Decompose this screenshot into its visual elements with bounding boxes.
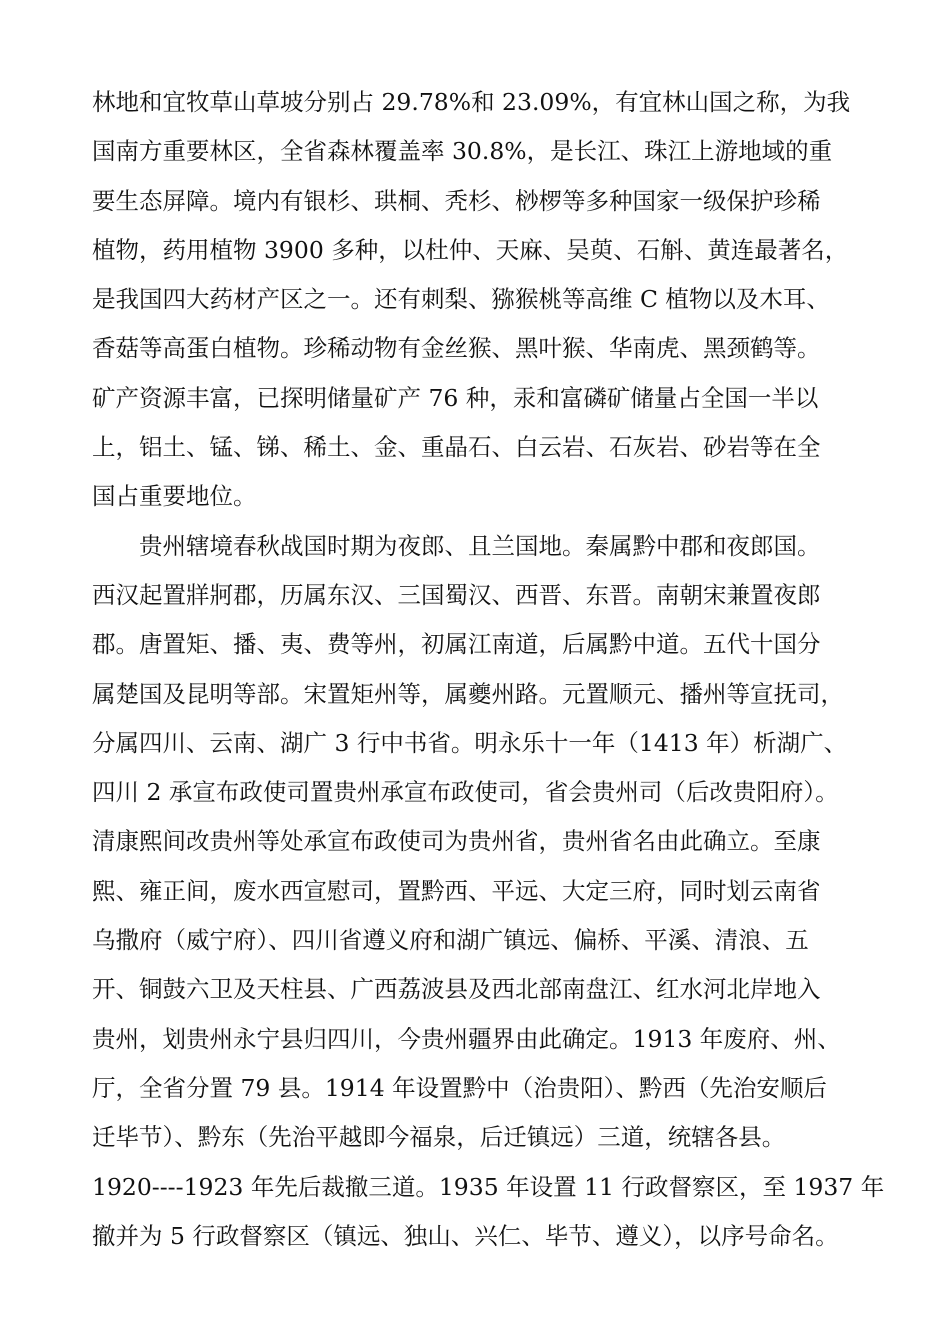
- paragraph-2-line-8: 熙、雍正间，废水西宣慰司，置黔西、平远、大定三府，同时划云南省: [92, 876, 821, 905]
- paragraph-1-line-9: 国占重要地位。: [92, 482, 257, 511]
- paragraph-1-line-3: 要生态屏障。境内有银杉、珙桐、秃杉、桫椤等多种国家一级保护珍稀: [92, 186, 821, 215]
- paragraph-2-line-5: 分属四川、云南、湖广 3 行中书省。明永乐十一年（1413 年）析湖广、: [92, 728, 848, 757]
- paragraph-2-line-14: 1920----1923 年先后裁撤三道。1935 年设置 11 行政督察区，至 1937 年: [92, 1172, 885, 1201]
- paragraph-2-line-10: 开、铜鼓六卫及天柱县、广西荔波县及西北部南盘江、红水河北岸地入: [92, 975, 821, 1004]
- paragraph-2-line-13: 迁毕节）、黔东（先治平越即今福泉，后迁镇远）三道，统辖各县。: [92, 1123, 786, 1152]
- document-body: [92, 78, 892, 1261]
- paragraph-1-line-5: 是我国四大药材产区之一。还有刺梨、猕猴桃等高维 C 植物以及木耳、: [92, 285, 830, 314]
- paragraph-2-line-12: 厅，全省分置 79 县。1914 年设置黔中（治贵阳）、黔西（先治安顺后: [92, 1073, 827, 1102]
- paragraph-2-line-11: 贵州，划贵州永宁县归四川，今贵州疆界由此确定。1913 年废府、州、: [92, 1024, 841, 1053]
- paragraph-1-line-8: 上，铝土、锰、锑、稀土、金、重晶石、白云岩、石灰岩、砂岩等在全: [92, 433, 821, 462]
- paragraph-2-line-6: 四川 2 承宣布政使司置贵州承宣布政使司，省会贵州司（后改贵阳府）。: [92, 778, 839, 807]
- paragraph-2-line-2: 西汉起置牂牁郡，历属东汉、三国蜀汉、西晋、东晋。南朝宋兼置夜郎: [92, 580, 821, 609]
- paragraph-1-line-4: 植物，药用植物 3900 多种，以杜仲、天麻、吴萸、石斛、黄连最著名，: [92, 235, 849, 264]
- paragraph-1-line-1: 林地和宜牧草山草坡分别占 29.78%和 23.09%，有宜林山国之称，为我: [92, 88, 851, 116]
- paragraph-2-line-7: 清康熙间改贵州等处承宣布政使司为贵州省，贵州省名由此确立。至康: [92, 827, 821, 856]
- paragraph-2-line-4: 属楚国及昆明等部。宋置矩州等，属夔州路。元置顺元、播州等宣抚司，: [92, 679, 844, 708]
- paragraph-2-line-3: 郡。唐置矩、播、夷、费等州，初属江南道，后属黔中道。五代十国分: [92, 630, 821, 659]
- paragraph-2-line-1: 贵州辖境春秋战国时期为夜郎、且兰国地。秦属黔中郡和夜郎国。: [92, 531, 821, 560]
- paragraph-1-line-6: 香菇等高蛋白植物。珍稀动物有金丝猴、黑叶猴、华南虎、黑颈鹤等。: [92, 334, 821, 363]
- paragraph-1-line-7: 矿产资源丰富，已探明储量矿产 76 种，汞和富磷矿储量占全国一半以: [92, 383, 819, 412]
- paragraph-2-line-15: 撤并为 5 行政督察区（镇远、独山、兴仁、毕节、遵义），以序号命名。: [92, 1221, 839, 1250]
- paragraph-2-line-9: 乌撒府（威宁府）、四川省遵义府和湖广镇远、偏桥、平溪、清浪、五: [92, 926, 809, 955]
- paragraph-1-line-2: 国南方重要林区，全省森林覆盖率 30.8%，是长江、珠江上游地域的重: [92, 137, 833, 166]
